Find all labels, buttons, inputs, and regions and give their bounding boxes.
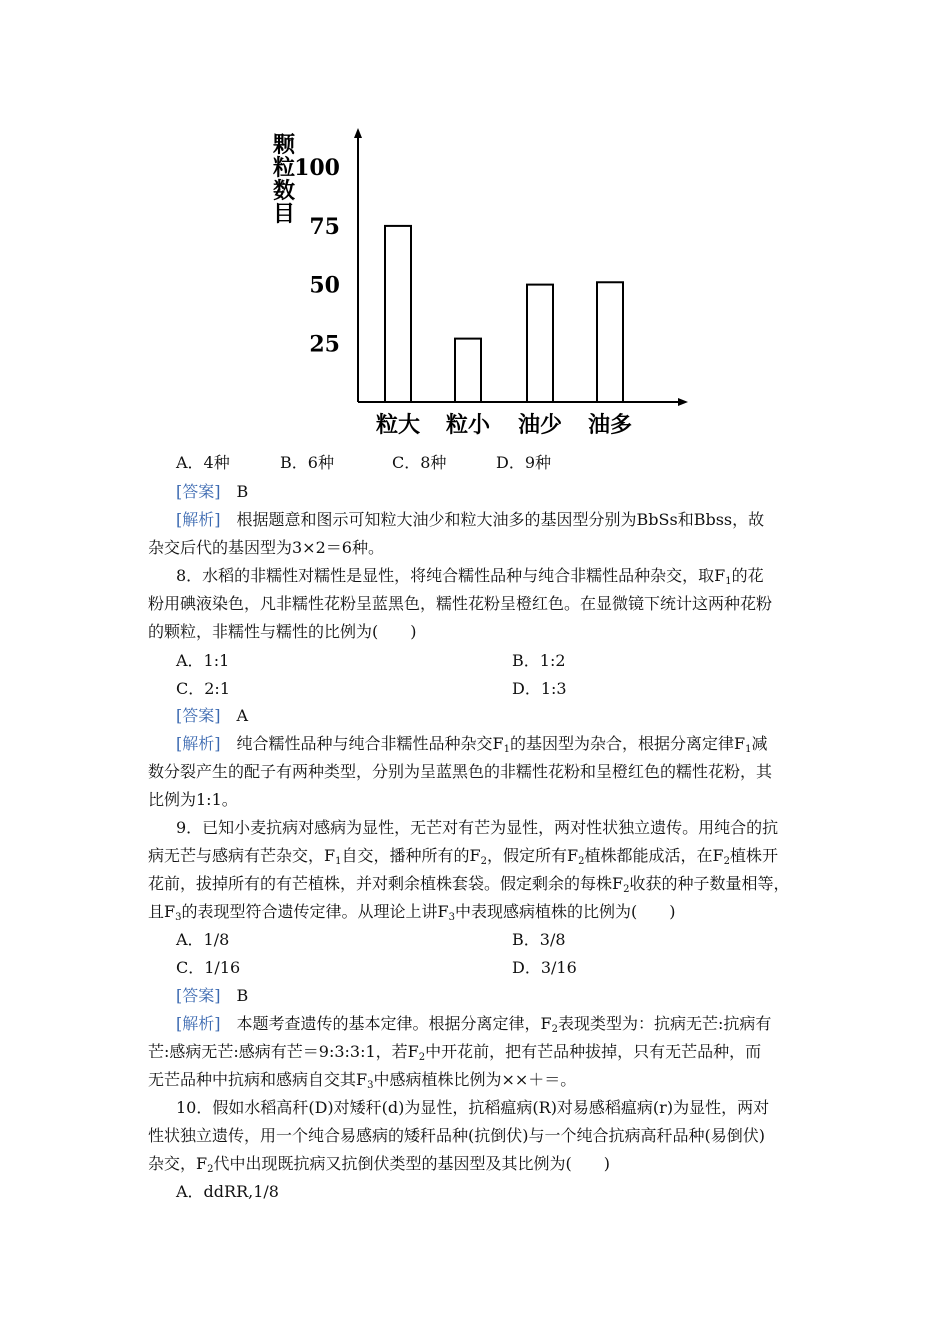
- q9-option-c: C．1/16: [176, 958, 241, 977]
- subscript: 2: [480, 856, 487, 867]
- y-axis-label-char: 颗: [272, 132, 296, 158]
- q7-analysis-line1: [176, 510, 764, 530]
- y-axis-label: [273, 132, 296, 227]
- text: 代中出现既抗病又抗倒伏类型的基因型及其比例为( ): [213, 1154, 610, 1173]
- analysis-tag: [解析]: [176, 1014, 221, 1033]
- text: 花前，拔掉所有的有芒植株，并对剩余植株套袋。假定剩余的每株F: [148, 874, 624, 893]
- q8-option-b: B．1:2: [512, 651, 566, 670]
- q8-stem-line2: 粉用碘液染色，凡非糯性花粉呈蓝黑色，糯性花粉呈橙红色。在显微镜下统计这两种花粉: [148, 594, 773, 613]
- bar: [385, 226, 411, 402]
- q8-answer: [176, 706, 248, 726]
- answer-tag: [答案]: [176, 986, 221, 1005]
- subscript: 3: [175, 912, 182, 923]
- analysis-text: 根据题意和图示可知粒大油少和粒大油多的基因型分别为BbSs和Bbss，故: [236, 510, 765, 529]
- subscript: 2: [623, 884, 630, 895]
- answer-value: A: [236, 706, 249, 725]
- q7-option-d: D．9种: [496, 453, 552, 472]
- text: 的花: [731, 566, 764, 585]
- y-axis-label-char: 目: [272, 201, 296, 227]
- bar: [527, 285, 553, 402]
- text: 植株开: [729, 846, 778, 865]
- subscript: 2: [723, 856, 730, 867]
- subscript: 2: [578, 856, 585, 867]
- text: 病无芒与感病有芒杂交，F: [148, 846, 336, 865]
- y-tick-label: 25: [309, 331, 340, 358]
- q9-option-a: A．1/8: [176, 930, 230, 949]
- text: 中感病植株比例为××＋＝。: [373, 1070, 577, 1089]
- text: 8．水稻的非糯性对糯性是显性，将纯合糯性品种与纯合非糯性品种杂交，取F: [176, 566, 726, 585]
- q9-stem-line1: 9．已知小麦抗病对感病为显性，无芒对有芒为显性，两对性状独立遗传。用纯合的抗: [176, 818, 779, 837]
- text: 杂交，F: [148, 1154, 208, 1173]
- q9-stem-line3: [148, 874, 790, 894]
- text: 且F: [148, 902, 176, 921]
- analysis-tag: [解析]: [176, 510, 221, 529]
- q8-analysis-line3: 比例为1:1。: [148, 790, 238, 809]
- text: 自交，播种所有的F: [341, 846, 481, 865]
- y-tick-label: 50: [309, 272, 340, 299]
- y-axis-label-char: 粒: [272, 155, 296, 181]
- bar: [455, 339, 481, 402]
- q8-stem-line3: 的颗粒，非糯性与糯性的比例为( ): [148, 622, 417, 641]
- q7-analysis-line2: 杂交后代的基因型为3×2＝6种。: [148, 538, 384, 557]
- subscript: 2: [418, 1052, 426, 1063]
- q8-analysis-line2: 数分裂产生的配子有两种类型，分别为呈蓝黑色的非糯性花粉和呈橙红色的糯性花粉，其: [148, 762, 773, 781]
- text: 植株都能成活，在F: [584, 846, 724, 865]
- answer-tag: [答案]: [176, 706, 221, 725]
- x-category-label: 油少: [517, 412, 563, 438]
- q9-option-d: D．3/16: [512, 958, 577, 977]
- q9-analysis-line2: [148, 1042, 761, 1062]
- y-axis-arrow: [354, 128, 362, 138]
- x-category-label: 油多: [587, 412, 633, 438]
- q9-stem-line4: [148, 902, 675, 922]
- subscript: 3: [448, 912, 455, 923]
- x-category-label: 粒大: [375, 412, 421, 438]
- q10-stem-line3: [148, 1154, 610, 1174]
- q7-option-c: C．8种: [392, 453, 447, 472]
- q7-option-a: A．4种: [176, 453, 230, 472]
- answer-value: B: [236, 482, 249, 501]
- text: 的表现型符合遗传定律。从理论上讲F: [181, 902, 449, 921]
- q8-analysis-line1: [176, 734, 768, 754]
- subscript: 2: [207, 1164, 214, 1175]
- text: 中开花前，把有芒品种拔掉，只有无芒品种，而: [425, 1042, 762, 1061]
- text: 的基因型为杂合，根据分离定律F: [510, 734, 746, 753]
- q8-option-a: A．1:1: [176, 651, 230, 670]
- q8-stem-line1: [176, 566, 764, 586]
- q8-option-c: C．2:1: [176, 679, 230, 698]
- text: 芒:感病无芒:感病有芒＝9:3:3:1，若F: [148, 1042, 419, 1061]
- bar-chart: [250, 120, 700, 450]
- text: 减: [751, 734, 768, 753]
- q7-option-b: B．6种: [280, 453, 334, 472]
- q8-option-d: D．1:3: [512, 679, 567, 698]
- q9-option-b: B．3/8: [512, 930, 566, 949]
- x-axis-arrow: [678, 398, 688, 406]
- y-tick-label: 75: [309, 213, 340, 240]
- subscript: 1: [725, 576, 732, 587]
- text: 表现类型为：抗病无芒:抗病有: [558, 1014, 772, 1033]
- subscript: 1: [503, 744, 510, 755]
- y-tick-label: 100: [294, 155, 340, 182]
- q7-answer: [176, 482, 248, 502]
- text: 无芒品种中抗病和感病自交其F: [148, 1070, 368, 1089]
- text: 收获的种子数量相等，: [629, 874, 790, 893]
- q10-option-a: A．ddRR,1/8: [176, 1182, 279, 1201]
- subscript: 3: [367, 1080, 374, 1091]
- bar: [597, 282, 623, 402]
- subscript: 2: [551, 1024, 558, 1035]
- y-axis-label-char: 数: [272, 178, 296, 204]
- text: 本题考查遗传的基本定律。根据分离定律，F: [236, 1014, 552, 1033]
- answer-tag: [答案]: [176, 482, 221, 501]
- q10-stem-line1: 10．假如水稻高秆(D)对矮秆(d)为显性，抗稻瘟病(R)对易感稻瘟病(r)为显性，两对: [176, 1098, 770, 1117]
- q9-answer: [176, 986, 248, 1006]
- text: 纯合糯性品种与纯合非糯性品种杂交F: [236, 734, 504, 753]
- x-category-label: 粒小: [445, 412, 491, 438]
- q10-stem-line2: 性状独立遗传，用一个纯合易感病的矮秆品种(抗倒伏)与一个纯合抗病高秆品种(易倒伏): [148, 1126, 765, 1145]
- text: ，假定所有F: [486, 846, 579, 865]
- q9-analysis-line1: [176, 1014, 771, 1034]
- subscript: 1: [745, 744, 752, 755]
- q9-analysis-line3: [148, 1070, 576, 1090]
- subscript: 1: [335, 856, 342, 867]
- answer-value: B: [236, 986, 249, 1005]
- text: 中表现感病植株的比例为( ): [454, 902, 676, 921]
- analysis-tag: [解析]: [176, 734, 221, 753]
- q9-stem-line2: [148, 846, 778, 866]
